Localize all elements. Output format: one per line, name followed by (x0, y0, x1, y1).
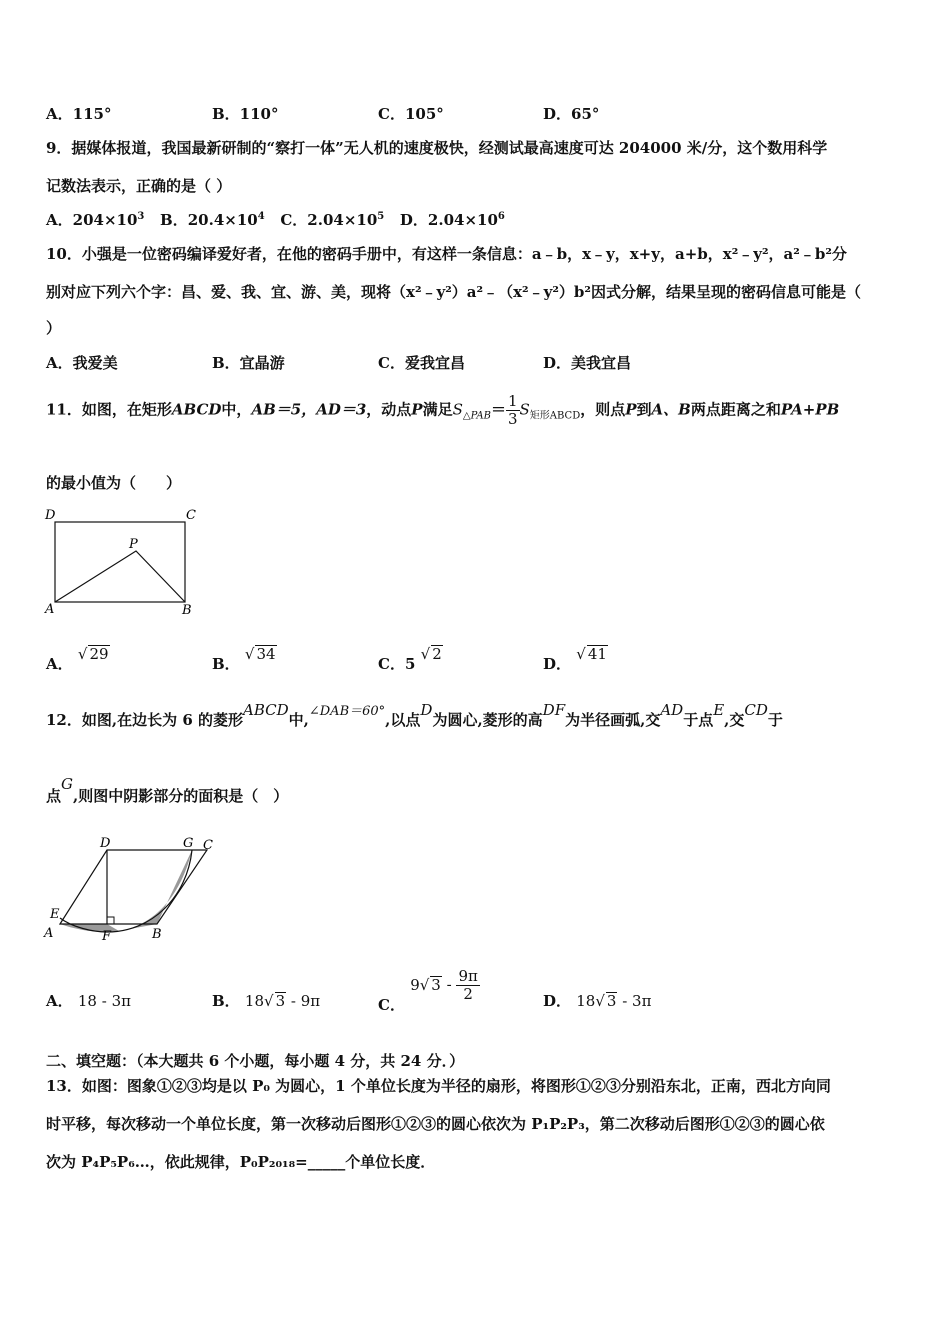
label-p: P (129, 537, 138, 552)
q12-option-d: D． 18√ 3 - 3π (543, 992, 652, 1010)
q9-option-d: D．$2.04\times 10^6$ (399, 211, 505, 229)
q12-stem: 12．如图,在边长为 6 的菱形ABCD中,∠DAB＝60°,以点D为圆心,菱形的高DF为半径画弧,交AD于点E,交CD于 (46, 701, 783, 729)
label-c: C (203, 838, 213, 853)
q9-line-2: 记数法表示，正确的是（ ） (46, 177, 232, 195)
q10-option-b: B．宜晶游 (212, 354, 285, 372)
arc-eg (60, 850, 192, 932)
rhombus-abcd (60, 850, 207, 924)
label-f: F (102, 929, 112, 944)
q10-line-1: 10．小强是一位密码编译爱好者，在他的密码手册中，有这样一条信息：a﹣b，x﹣y，x+y，a+b，x²﹣y²，a²﹣b²分 (46, 245, 847, 263)
q12-option-c-fraction: $\frac{9\pi}{2}$ (458, 967, 478, 1003)
q11-option-b: B． √ 34 (212, 645, 276, 673)
q9-options (46, 209, 505, 230)
shaded-region-right (119, 850, 192, 931)
q9-option-b: B．$20.4\times 10^4$ (160, 211, 265, 229)
q9-line-1: 9．据媒体报道，我国最新研制的“察打一体”无人机的速度极快，经测试最高速度可达 204000 米/分，这个数用科学 (46, 139, 828, 157)
label-b: B (182, 603, 192, 618)
q10-option-c: C．爱我宜昌 (378, 354, 465, 372)
q8-option-c: C．105° (378, 105, 444, 123)
q9-option-a: A．$204\times 10^3$ (46, 211, 145, 229)
label-d: D (45, 508, 56, 523)
q10-line-3: ） (46, 319, 62, 337)
q13-line-2: 时平移，每次移动一个单位长度，第一次移动后图形①②③的圆心依次为 P₁P₂P₃，第二次移动后图形①②③的圆心依 (46, 1115, 825, 1133)
q13-line-3: 次为 P₄P₅P₆…，依此规律，P₀P₂₀₁₈=_____个单位长度． (46, 1153, 436, 1171)
label-c: C (186, 508, 196, 523)
q11-rectangle-figure (40, 504, 210, 619)
label-a: A (44, 926, 54, 941)
q10-option-a: A．我爱美 (46, 354, 118, 372)
q12-option-a: A． 18 - 3π (46, 992, 131, 1010)
q8-option-b: B．110° (212, 105, 279, 123)
q12-option-c: C． 9√ 3 - $\frac{9\pi}{2}$ (378, 967, 478, 1014)
q11-fraction: $\frac{1}{3}$ (507, 392, 518, 428)
q11-option-c: C．5 √ 2 (378, 645, 442, 673)
q9-option-c: C．$2.04\times 10^5$ (280, 211, 385, 229)
q10-option-d: D．美我宜昌 (543, 354, 632, 372)
label-d: D (100, 836, 111, 851)
label-a: A (45, 602, 55, 617)
right-angle-mark (107, 917, 114, 924)
q13-line-1: 13．如图：图象①②③均是以 P₀ 为圆心，1 个单位长度为半径的扇形，将图形①②③分别沿东北，正南，西北方向同 (46, 1077, 831, 1095)
q10-line-2: 别对应下列六个字：昌、爱、我、宜、游、美，现将（x²﹣y²）a²﹣（x²﹣y²）b²因式分解，结果呈现的密码信息可能是（ (46, 283, 861, 301)
q11-line-2: 的最小值为（ ） (46, 474, 182, 492)
segments-pa-pb (55, 551, 185, 602)
label-g: G (183, 836, 194, 851)
q11-stem: 11．如图，在矩形ABCD中，AB＝5，AD＝3，动点P满足$S_{\triangle PAB}=$ $\frac{1}{3}$ $S_{矩形ABCD}$，则点P到A、B两点距离之和PA+PB (46, 392, 840, 428)
q12-rhombus-figure (42, 832, 232, 947)
q11-option-a: A． √ 29 (46, 645, 109, 673)
q11-option-d: D． √ 41 (543, 645, 607, 673)
q8-option-d: D．65° (543, 105, 600, 123)
label-e: E (50, 907, 60, 922)
q8-option-a: A．115° (46, 105, 112, 123)
section-2-title: 二、填空题：（本大题共 6 个小题，每小题 4 分，共 24 分．） (46, 1052, 465, 1070)
q12-option-b: B． 18√ 3 - 9π (212, 992, 321, 1010)
q12-line-2: 点G,则图中阴影部分的面积是（ ） (46, 775, 289, 805)
label-b: B (152, 927, 162, 942)
